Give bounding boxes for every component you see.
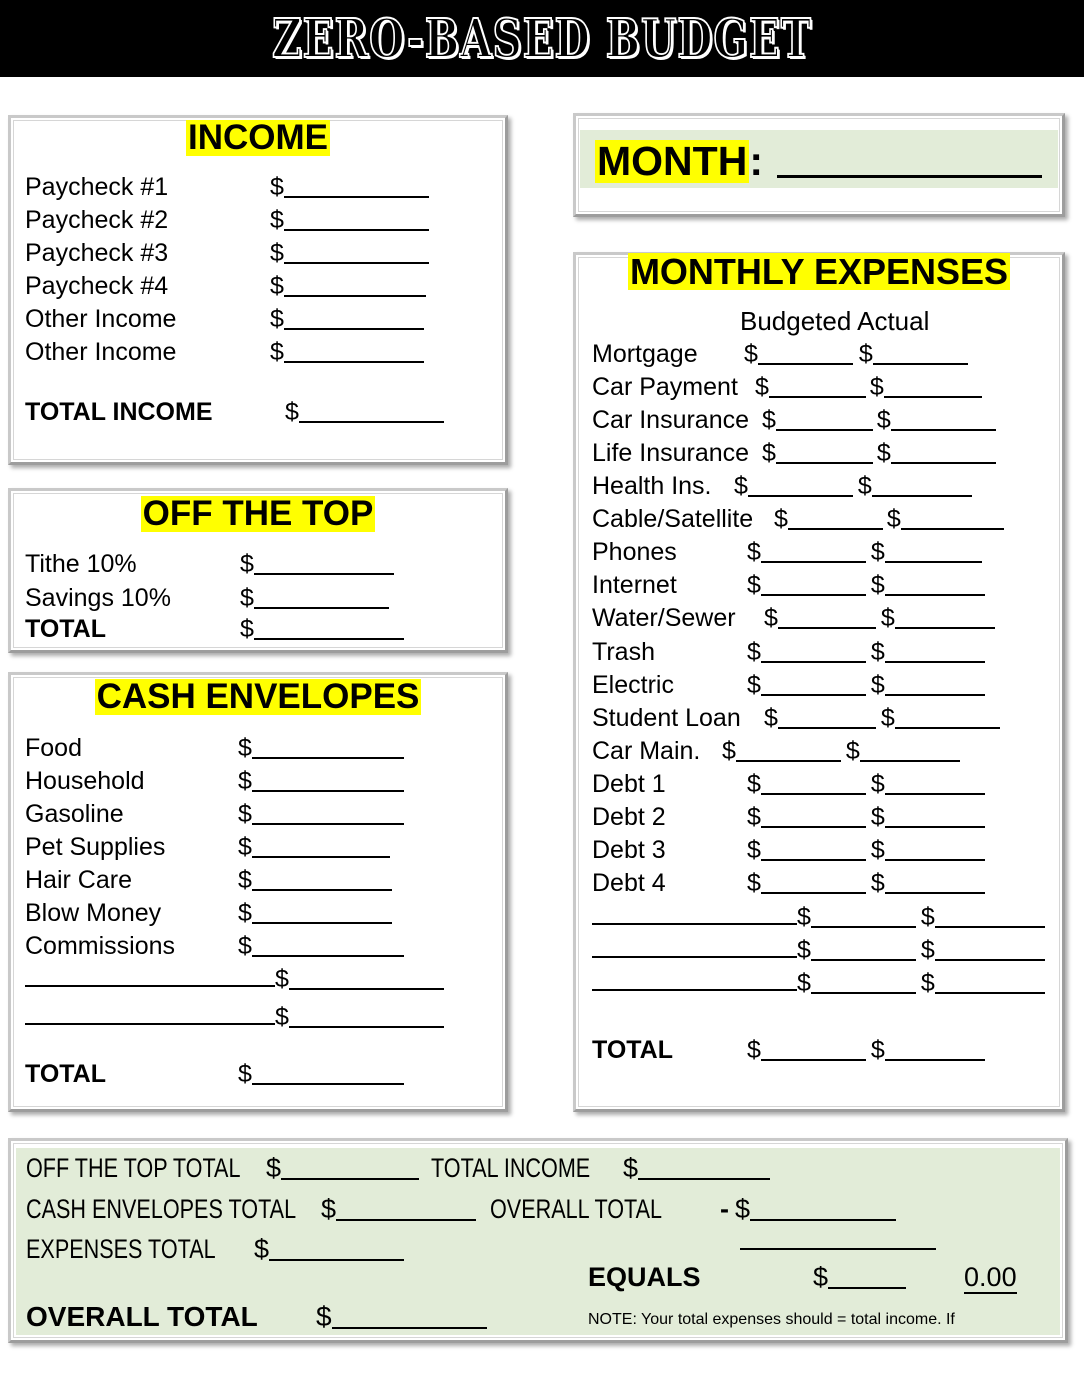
currency-symbol: $ xyxy=(238,899,252,927)
off-the-top-total-row[interactable] xyxy=(25,617,404,642)
currency-symbol: $ xyxy=(270,338,284,366)
off-the-top-row[interactable] xyxy=(25,586,389,611)
month-colon: : xyxy=(749,138,763,184)
amount-blank[interactable] xyxy=(252,742,404,759)
actual-currency: $ xyxy=(870,869,885,897)
row-label: Hair Care xyxy=(25,866,132,894)
expense-blank-row[interactable] xyxy=(592,938,1045,963)
amount-blank[interactable] xyxy=(638,1163,770,1180)
actual-blank[interactable] xyxy=(885,877,985,894)
expense-blank-row[interactable] xyxy=(592,905,1045,930)
expenses-column-header: Budgeted Actual xyxy=(740,306,930,336)
actual-blank[interactable] xyxy=(935,911,1045,928)
amount-blank[interactable] xyxy=(254,623,404,640)
budgeted-blank[interactable] xyxy=(758,348,853,365)
budgeted-currency: $ xyxy=(722,737,736,765)
amount-blank[interactable] xyxy=(281,1163,419,1180)
actual-blank[interactable] xyxy=(891,414,996,431)
row-label: Other Income xyxy=(25,338,177,366)
monthly-expenses-heading: MONTHLY EXPENSES xyxy=(629,251,1009,292)
budgeted-currency: $ xyxy=(744,340,758,368)
actual-currency: $ xyxy=(886,505,901,533)
row-label: Car Payment xyxy=(592,373,738,401)
amount-blank[interactable] xyxy=(252,940,404,957)
summary-label: EXPENSES TOTAL xyxy=(26,1234,216,1264)
budgeted-currency: $ xyxy=(762,439,776,467)
actual-blank[interactable] xyxy=(885,844,985,861)
summary-label: OVERALL TOTAL xyxy=(490,1194,663,1224)
row-label: Phones xyxy=(592,538,677,566)
budgeted-blank[interactable] xyxy=(811,911,916,928)
currency-symbol: $ xyxy=(270,305,284,333)
actual-currency: $ xyxy=(870,803,885,831)
row-label: Paycheck #2 xyxy=(25,206,169,234)
cash-envelopes-total-row[interactable] xyxy=(25,1062,404,1087)
amount-blank[interactable] xyxy=(289,1011,444,1028)
actual-blank[interactable] xyxy=(891,447,996,464)
total-label: TOTAL xyxy=(25,615,107,643)
row-label: Trash xyxy=(592,638,655,666)
equals-row[interactable] xyxy=(588,1264,1017,1294)
actual-currency: $ xyxy=(870,638,885,666)
currency-symbol: $ xyxy=(240,550,254,578)
budgeted-blank[interactable] xyxy=(776,414,873,431)
actual-blank[interactable] xyxy=(885,579,985,596)
name-blank[interactable] xyxy=(592,987,797,991)
actual-currency: $ xyxy=(920,969,935,997)
actual-blank[interactable] xyxy=(885,646,985,663)
total-label: TOTAL INCOME xyxy=(25,398,213,426)
income-row[interactable] xyxy=(25,175,429,200)
currency-symbol: $ xyxy=(270,239,284,267)
actual-blank[interactable] xyxy=(885,778,985,795)
month-label: MONTH xyxy=(597,138,748,184)
row-label: Commissions xyxy=(25,932,176,960)
budgeted-currency: $ xyxy=(747,770,761,798)
expense-row[interactable] xyxy=(592,540,982,565)
cash-envelope-blank-row[interactable] xyxy=(25,967,444,992)
cash-envelope-blank-row[interactable] xyxy=(25,1005,444,1030)
amount-blank[interactable] xyxy=(289,973,444,990)
amount-blank[interactable] xyxy=(252,907,392,924)
amount-blank[interactable] xyxy=(299,406,444,423)
row-label: Debt 1 xyxy=(592,770,666,798)
currency-symbol: $ xyxy=(238,833,252,861)
actual-blank[interactable] xyxy=(895,612,995,629)
budgeted-blank[interactable] xyxy=(788,513,883,530)
summary-label: OFF THE TOP TOTAL xyxy=(26,1153,241,1183)
summary-label: TOTAL INCOME xyxy=(431,1153,591,1183)
budgeted-currency: $ xyxy=(764,704,778,732)
row-label: Car Main. xyxy=(592,737,701,765)
currency-symbol: $ xyxy=(238,1060,252,1088)
expense-row[interactable] xyxy=(592,739,960,764)
expense-row[interactable] xyxy=(592,375,982,400)
actual-blank[interactable] xyxy=(935,944,1045,961)
actual-currency: $ xyxy=(845,737,860,765)
amount-blank[interactable] xyxy=(284,247,429,264)
amount-blank[interactable] xyxy=(284,181,429,198)
budgeted-blank[interactable] xyxy=(761,646,866,663)
amount-blank[interactable] xyxy=(252,841,390,858)
expense-row[interactable] xyxy=(592,772,985,797)
expense-row[interactable] xyxy=(592,606,995,631)
budgeted-currency: $ xyxy=(762,406,776,434)
month-field[interactable] xyxy=(595,140,1042,183)
income-row[interactable] xyxy=(25,208,429,233)
off-the-top-total-summary[interactable] xyxy=(26,1155,770,1182)
currency-symbol: $ xyxy=(254,1234,270,1264)
row-label: Electric xyxy=(592,671,674,699)
budgeted-blank[interactable] xyxy=(761,844,866,861)
currency-symbol: $ xyxy=(275,965,289,993)
title-banner xyxy=(0,0,1084,77)
budgeted-blank[interactable] xyxy=(778,612,876,629)
actual-currency: $ xyxy=(870,671,885,699)
currency-symbol: $ xyxy=(285,398,299,426)
expense-row[interactable] xyxy=(592,474,972,499)
budgeted-currency: $ xyxy=(747,638,761,666)
budgeted-currency: $ xyxy=(747,1036,761,1064)
amount-blank[interactable] xyxy=(252,874,392,891)
actual-blank[interactable] xyxy=(885,679,985,696)
budgeted-blank[interactable] xyxy=(769,381,866,398)
currency-symbol: $ xyxy=(623,1153,639,1183)
row-label: Food xyxy=(25,734,82,762)
row-label: Paycheck #1 xyxy=(25,173,169,201)
cash-envelope-row[interactable] xyxy=(25,901,392,926)
name-blank[interactable] xyxy=(25,983,275,987)
expense-row[interactable] xyxy=(592,673,985,698)
budgeted-blank[interactable] xyxy=(761,679,866,696)
actual-blank[interactable] xyxy=(873,348,968,365)
amount-blank[interactable] xyxy=(284,346,424,363)
page-title: ZERO-BASED BUDGET xyxy=(272,7,812,70)
actual-currency: $ xyxy=(870,770,885,798)
row-label: Debt 2 xyxy=(592,803,666,831)
off-the-top-row[interactable] xyxy=(25,552,394,577)
minus-sign: - xyxy=(720,1194,730,1224)
cash-envelope-row[interactable] xyxy=(25,868,392,893)
budgeted-currency: $ xyxy=(797,969,811,997)
off-the-top-heading: OFF THE TOP xyxy=(142,494,374,533)
name-blank[interactable] xyxy=(592,954,797,958)
cash-envelopes-heading: CASH ENVELOPES xyxy=(96,677,420,716)
amount-blank[interactable] xyxy=(252,1068,404,1085)
row-label: Household xyxy=(25,767,145,795)
actual-currency: $ xyxy=(880,704,895,732)
row-label: Other Income xyxy=(25,305,177,333)
row-label: Gasoline xyxy=(25,800,124,828)
currency-symbol: $ xyxy=(270,206,284,234)
actual-currency: $ xyxy=(876,406,891,434)
actual-currency: $ xyxy=(870,836,885,864)
amount-blank[interactable] xyxy=(284,313,424,330)
amount-blank[interactable] xyxy=(284,214,429,231)
budgeted-blank[interactable] xyxy=(811,977,916,994)
budgeted-currency: $ xyxy=(747,538,761,566)
bottom-overall-total-row[interactable] xyxy=(26,1303,487,1331)
equals-value: 0.00 xyxy=(964,1262,1017,1292)
actual-blank[interactable] xyxy=(860,745,960,762)
actual-currency: $ xyxy=(870,1036,885,1064)
expense-row[interactable] xyxy=(592,640,985,665)
row-label: Internet xyxy=(592,571,677,599)
summary-label: OVERALL TOTAL xyxy=(26,1301,258,1332)
actual-blank[interactable] xyxy=(872,480,972,497)
cash-envelope-row[interactable] xyxy=(25,835,390,860)
budgeted-currency: $ xyxy=(797,936,811,964)
budgeted-blank[interactable] xyxy=(778,712,876,729)
income-total-row[interactable] xyxy=(25,400,444,425)
actual-blank[interactable] xyxy=(935,977,1045,994)
expense-blank-row[interactable] xyxy=(592,971,1045,996)
amount-blank[interactable] xyxy=(332,1312,487,1329)
expense-row[interactable] xyxy=(592,805,985,830)
total-label: TOTAL xyxy=(592,1036,674,1064)
actual-currency: $ xyxy=(870,538,885,566)
budgeted-currency: $ xyxy=(747,869,761,897)
month-input-blank[interactable] xyxy=(777,160,1042,178)
cash-envelope-row[interactable] xyxy=(25,736,404,761)
row-label: Savings 10% xyxy=(25,584,171,612)
actual-currency: $ xyxy=(869,373,884,401)
actual-currency: $ xyxy=(880,604,895,632)
row-label: Tithe 10% xyxy=(25,550,137,578)
expense-row[interactable] xyxy=(592,573,985,598)
expense-row[interactable] xyxy=(592,441,996,466)
income-row[interactable] xyxy=(25,307,424,332)
budgeted-currency: $ xyxy=(755,373,769,401)
amount-blank[interactable] xyxy=(750,1204,896,1221)
budgeted-blank[interactable] xyxy=(761,546,866,563)
row-label: Debt 3 xyxy=(592,836,666,864)
expense-row[interactable] xyxy=(592,408,996,433)
budgeted-currency: $ xyxy=(747,803,761,831)
actual-currency: $ xyxy=(920,903,935,931)
amount-blank[interactable] xyxy=(252,808,404,825)
overall-total-result-blank[interactable] xyxy=(740,1248,936,1250)
row-label: Car Insurance xyxy=(592,406,750,434)
currency-symbol: $ xyxy=(735,1194,751,1224)
currency-symbol: $ xyxy=(240,584,254,612)
budgeted-currency: $ xyxy=(797,903,811,931)
income-row[interactable] xyxy=(25,241,429,266)
actual-currency: $ xyxy=(857,472,872,500)
currency-symbol: $ xyxy=(270,173,284,201)
row-label: Mortgage xyxy=(592,340,698,368)
amount-blank[interactable] xyxy=(284,280,426,297)
currency-symbol: $ xyxy=(813,1262,829,1292)
budgeted-blank[interactable] xyxy=(776,447,873,464)
income-row[interactable] xyxy=(25,274,426,299)
name-blank[interactable] xyxy=(25,1021,275,1025)
cash-envelope-row[interactable] xyxy=(25,934,404,959)
name-blank[interactable] xyxy=(592,921,797,925)
expense-row[interactable] xyxy=(592,342,968,367)
row-label: Water/Sewer xyxy=(592,604,736,632)
amount-blank[interactable] xyxy=(252,775,404,792)
actual-currency: $ xyxy=(920,936,935,964)
amount-blank[interactable] xyxy=(269,1244,404,1261)
amount-blank[interactable] xyxy=(828,1272,906,1289)
equals-label: EQUALS xyxy=(588,1262,701,1292)
summary-label: CASH ENVELOPES TOTAL xyxy=(26,1194,297,1224)
amount-blank[interactable] xyxy=(254,592,389,609)
income-heading: INCOME xyxy=(188,118,328,157)
currency-symbol: $ xyxy=(270,272,284,300)
row-label: Life Insurance xyxy=(592,439,750,467)
total-label: TOTAL xyxy=(25,1060,107,1088)
amount-blank[interactable] xyxy=(254,558,394,575)
currency-symbol: $ xyxy=(240,615,254,643)
row-label: Pet Supplies xyxy=(25,833,166,861)
row-label: Health Ins. xyxy=(592,472,712,500)
actual-blank[interactable] xyxy=(901,513,1004,530)
budgeted-currency: $ xyxy=(747,836,761,864)
amount-blank[interactable] xyxy=(336,1204,476,1221)
budgeted-blank[interactable] xyxy=(761,811,866,828)
actual-currency: $ xyxy=(858,340,873,368)
budgeted-blank[interactable] xyxy=(811,944,916,961)
currency-symbol: $ xyxy=(238,932,252,960)
row-label: Student Loan xyxy=(592,704,741,732)
cash-envelope-row[interactable] xyxy=(25,769,404,794)
budgeted-blank[interactable] xyxy=(761,877,866,894)
expense-row[interactable] xyxy=(592,507,1004,532)
row-label: Blow Money xyxy=(25,899,162,927)
budgeted-currency: $ xyxy=(734,472,748,500)
currency-symbol: $ xyxy=(321,1194,337,1224)
budgeted-blank[interactable] xyxy=(761,579,866,596)
expense-row[interactable] xyxy=(592,871,985,896)
currency-symbol: $ xyxy=(238,866,252,894)
budgeted-currency: $ xyxy=(764,604,778,632)
row-label: Paycheck #3 xyxy=(25,239,169,267)
currency-symbol: $ xyxy=(275,1003,289,1031)
budgeted-blank[interactable] xyxy=(761,1044,866,1061)
row-label: Paycheck #4 xyxy=(25,272,169,300)
budgeted-blank[interactable] xyxy=(761,778,866,795)
actual-blank[interactable] xyxy=(885,1044,985,1061)
summary-note: NOTE: Your total expenses should = total income. If xyxy=(588,1311,955,1328)
expenses-total-summary[interactable] xyxy=(26,1236,404,1263)
budgeted-blank[interactable] xyxy=(748,480,853,497)
currency-symbol: $ xyxy=(266,1153,282,1183)
row-label: Debt 4 xyxy=(592,869,666,897)
budgeted-currency: $ xyxy=(747,571,761,599)
budgeted-currency: $ xyxy=(747,671,761,699)
budgeted-currency: $ xyxy=(774,505,788,533)
actual-blank[interactable] xyxy=(885,811,985,828)
currency-symbol: $ xyxy=(238,800,252,828)
currency-symbol: $ xyxy=(316,1301,332,1332)
cash-envelope-row[interactable] xyxy=(25,802,404,827)
expenses-total-row[interactable] xyxy=(592,1038,985,1063)
income-row[interactable] xyxy=(25,340,424,365)
actual-currency: $ xyxy=(876,439,891,467)
actual-blank[interactable] xyxy=(885,546,982,563)
currency-symbol: $ xyxy=(238,734,252,762)
actual-currency: $ xyxy=(870,571,885,599)
expense-row[interactable] xyxy=(592,706,1000,731)
currency-symbol: $ xyxy=(238,767,252,795)
actual-blank[interactable] xyxy=(884,381,982,398)
row-label: Cable/Satellite xyxy=(592,505,754,533)
cash-envelopes-total-summary[interactable] xyxy=(26,1196,896,1223)
actual-blank[interactable] xyxy=(895,712,1000,729)
budgeted-blank[interactable] xyxy=(736,745,841,762)
expense-row[interactable] xyxy=(592,838,985,863)
